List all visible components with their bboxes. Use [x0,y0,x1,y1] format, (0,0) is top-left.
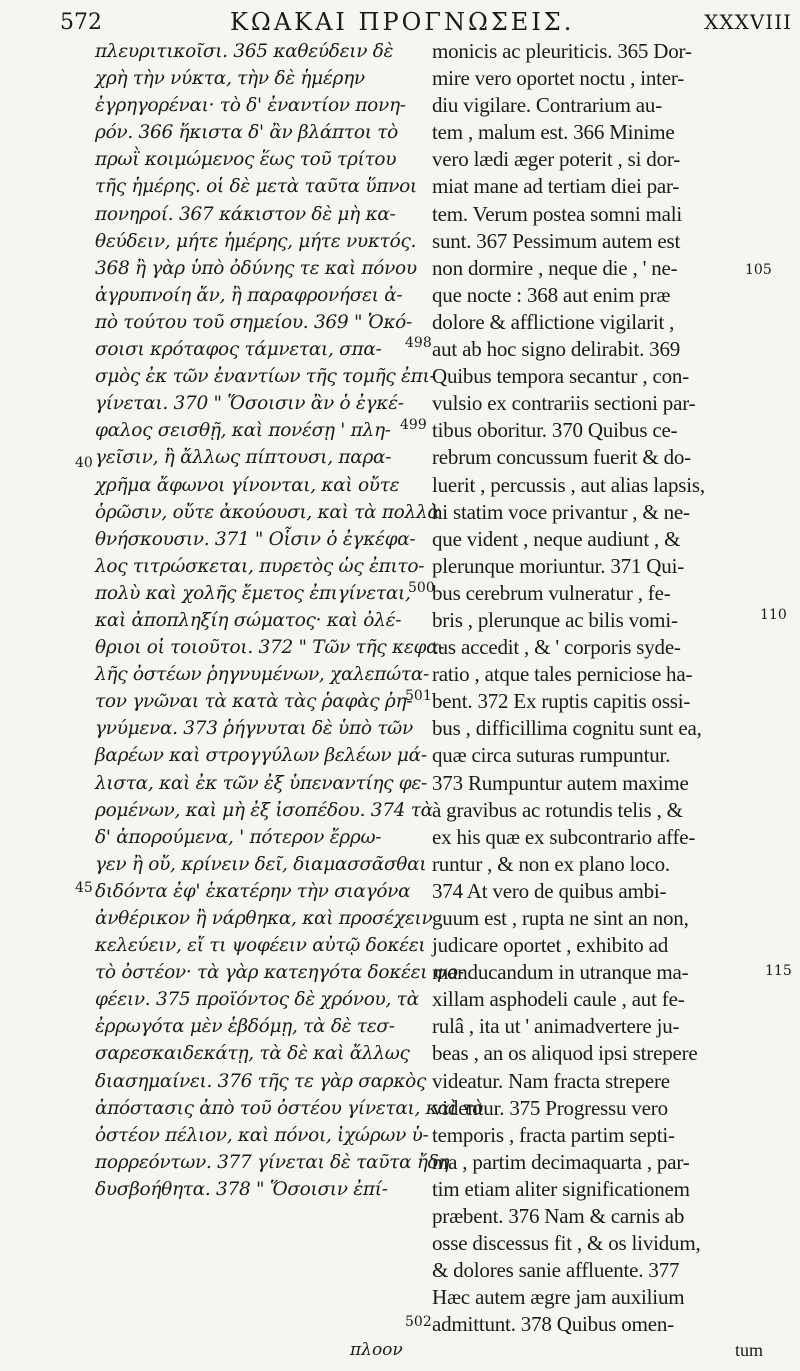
greek-text-line: βαρέων καὶ στρογγύλων βελέων μά- [95,745,427,767]
latin-text-line: rulâ , ita ut ' animadvertere ju- [432,1014,680,1039]
latin-text-line: ratio , atque tales perniciose ha- [432,662,693,687]
latin-text-line: bris , plerunque ac bilis vomi- [432,607,678,632]
latin-text-line: osse discessus fit , & os lividum, [432,1231,701,1256]
latin-text-line: præbent. 376 Nam & carnis ab [432,1204,685,1229]
greek-text-line: γεῖσιν, ἢ ἄλλως πίπτουσι, παρα- [95,447,392,469]
greek-text-line: πρωῒ κοιμώμενος ἕως τοῦ τρίτου [95,149,397,171]
latin-text-line: tem. Verum postea somni mali [432,201,683,226]
latin-text-line: dolore & afflictione vigilarit , [432,309,675,334]
margin-number: 45 [75,880,93,896]
latin-text-line: sunt. 367 Pessimum autem est [432,228,681,253]
latin-text-line: bent. 372 Ex ruptis capitis ossi- [432,689,691,714]
greek-text-line: ρόν. 366 ἥκιστα δ' ἂν βλάπτοι τὸ [95,122,398,144]
greek-text-line: πονηροί. 367 κάκιστον δὲ μὴ κα- [95,203,396,225]
greek-text-line: ἀπόστασις ἀπὸ τοῦ ὀστέου γίνεται, καὶ τὸ [95,1097,483,1119]
greek-text-line: θεύδειν, μήτε ἡμέρης, μήτε νυκτός. [95,230,417,252]
greek-text-line: θνήσκουσιν. 371 " Οἷσιν ὁ ἐγκέφα- [95,528,416,550]
greek-text-line: τον γνῶναι τὰ κατὰ τὰς ῥαφὰς ῥη- [95,691,413,713]
greek-text-column [95,38,483,1203]
page-number: 572 [60,10,102,35]
greek-text-line: ἐγρηγορέναι· τὸ δ' ἐναντίον πονη- [95,95,406,117]
latin-text-line: mire vero oportet noctu , inter- [432,66,685,91]
latin-text-line: tem , malum est. 366 Minime [432,120,675,145]
greek-text-line: χρῆμα ἄφωνοι γίνονται, καὶ οὔτε [95,474,400,496]
margin-number: 499 [400,417,427,433]
latin-text-line: monicis ac pleuriticis. 365 Dor- [432,39,692,63]
greek-text-line: πλευριτικοῖσι. 365 καθεύδειν δὲ [95,41,394,62]
margin-number: 110 [760,607,787,623]
margin-number: 502 [405,1314,432,1330]
greek-text-line: πὸ τούτου τοῦ σημείου. 369 " Ὁκό- [95,311,412,333]
greek-text-line: διασημαίνει. 376 τῆς τε γὰρ σαρκὸς [95,1070,427,1092]
margin-number: 501 [405,688,432,704]
latin-text-line: aut ab hoc signo delirabit. 369 [432,337,681,362]
greek-text-line: λιστα, καὶ ἐκ τῶν ἐξ ὑπεναντίης φε- [95,772,428,794]
greek-text-line: καὶ ἀποπληξίη σώματος· καὶ ὀλέ- [95,609,402,631]
latin-text-line: vulsio ex contrariis sectioni par- [432,391,696,416]
greek-text-line: 368 ἢ γὰρ ὑπὸ ὀδύνης τε καὶ πόνου [95,257,417,279]
margin-number: 115 [765,963,792,979]
latin-text-line: temporis , fracta partim septi- [432,1122,675,1147]
latin-text-line: miat mane ad tertiam diei par- [432,174,680,199]
latin-text-line: non dormire , neque die , ' ne- [432,255,678,280]
greek-text-line: κελεύειν, εἴ τι ψοφέειν αὐτῷ δοκέει [95,935,426,957]
latin-text-line: videatur. Nam fracta strepere [432,1068,670,1093]
latin-text-line: à gravibus ac rotundis telis , & [432,797,683,822]
margin-number: 500 [408,580,435,596]
greek-text-line: τῆς ἡμέρης. οἱ δὲ μετὰ ταῦτα ὕπνοι [95,176,417,198]
greek-text-line: λῆς ὀστέων ῥηγνυμένων, χαλεπώτα- [95,664,429,686]
latin-text-line: tus accedit , & ' corporis syde- [432,635,681,660]
greek-text-line: δ' ἀπορούμενα, ' πότερον ἔρρω- [95,826,382,848]
latin-text-line: diu vigilare. Contrarium au- [432,93,663,118]
latin-text-line: quæ circa suturas rumpuntur. [432,743,671,768]
margin-number: 40 [75,455,93,471]
latin-text-line: ex his quæ ex subcontrario affe- [432,824,696,849]
greek-text-line: πορρεόντων. 377 γίνεται δὲ ταῦτα ἤδη [95,1151,450,1173]
greek-text-line: ρομένων, καὶ μὴ ἐξ ἰσοπέδου. 374 τὰ [95,799,433,821]
latin-text-line: Hæc autem ægre jam auxilium [432,1285,685,1310]
latin-text-line: bus cerebrum vulneratur , fe- [432,580,671,605]
greek-text-line: θριοι οἱ τοιοῦτοι. 372 " Τῶν τῆς κεφα- [95,637,445,659]
greek-text-line: σμὸς ἐκ τῶν ἐναντίων τῆς τομῆς ἐπι- [95,366,436,388]
greek-text-line: πολὺ καὶ χολῆς ἔμετος ἐπιγίνεται, [95,582,411,604]
latin-text-line: videntur. 375 Progressu vero [432,1095,668,1120]
greek-text-line: ὀστέον πέλιον, καὶ πόνοι, ἰχώρων ὑ- [95,1124,429,1146]
margin-number: 498 [405,335,432,351]
latin-catchword: tum [735,1340,764,1360]
latin-text-line: plerunque moriuntur. 371 Qui- [432,553,684,578]
latin-text-line: guum est , rupta ne sint an non, [432,906,689,930]
greek-text-line: γίνεται. 370 " Ὅσοισιν ἂν ὁ ἐγκέ- [95,393,404,415]
greek-text-line: χρὴ τὴν νύκτα, τὴν δὲ ἡμέρην [95,68,365,90]
greek-text-line: γεν ἢ οὔ, κρίνειν δεῖ, διαμασσᾶσθαι [95,853,427,875]
greek-text-line: διδόντα ἐφ' ἑκατέρην τὴν σιαγόνα [95,880,411,902]
greek-text-line: ὁρῶσιν, οὔτε ἀκούουσι, καὶ τὰ πολλὰ [95,501,440,523]
greek-text-line: σαρεσκαιδεκάτῃ, τὰ δὲ καὶ ἄλλως [95,1043,410,1065]
greek-text-line: δυσβοήθητα. 378 " Ὅσοισιν ἐπί- [95,1178,388,1200]
latin-text-column [432,38,770,1339]
latin-text-line: vero lædi æger poterit , si dor- [432,147,681,172]
greek-text-line: ἀνθέρικον ἢ νάρθηκα, καὶ προσέχειν [95,908,433,929]
latin-text-line: 373 Rumpuntur autem maxime [432,770,689,795]
latin-text-line: tibus oboritur. 370 Quibus ce- [432,418,678,443]
greek-text-line: τὸ ὀστέον· τὰ γὰρ κατεηγότα δοκέει ψο- [95,962,464,984]
latin-text-line: xillam asphodeli caule , aut fe- [432,987,685,1012]
latin-text-line: rebrum concussum fuerit & do- [432,445,691,470]
latin-text-line: 374 At vero de quibus ambi- [432,878,667,903]
latin-text-line: runtur , & non ex plano loco. [432,851,670,876]
greek-text-line: γνύμενα. 373 ῥήγνυται δὲ ὑπὸ τῶν [95,718,413,740]
greek-catchword: πλοον [350,1340,403,1360]
section-number: XXXVIII [704,10,792,34]
latin-text-line: Quibus tempora secantur , con- [432,364,690,389]
greek-text-line: σοισι κρόταφος τάμνεται, σπα- [95,339,382,361]
latin-text-line: bus , difficillima cognitu sunt ea, [432,716,702,741]
greek-text-line: ἀγρυπνοίη ἄν, ἢ παραφρονήσει ἀ- [95,284,403,306]
latin-text-line: que vident , neque audiunt , & [432,526,681,551]
latin-text-line: & dolores sanie affluente. 377 [432,1258,680,1283]
latin-text-line: que nocte : 368 aut enim præ [432,282,671,307]
greek-text-line: φέειν. 375 προϊόντος δὲ χρόνου, τὰ [95,989,419,1011]
latin-text-line: ma , partim decimaquarta , par- [432,1149,690,1174]
greek-text-line: φαλος σεισθῇ, καὶ πονέσῃ ' πλη- [95,420,391,442]
latin-text-line: hi statim voce privantur , & ne- [432,499,690,524]
latin-text-line: admittunt. 378 Quibus omen- [432,1312,674,1337]
latin-text-line: beas , an os aliquod ipsi strepere [432,1041,698,1066]
greek-text-line: ἐρρωγότα μὲν ἑβδόμῃ, τὰ δὲ τεσ- [95,1016,395,1038]
latin-text-line: luerit , percussis , aut alias lapsis, [432,472,705,497]
running-title: ΚΩΑΚΑΙ ΠΡΟΓΝΩΣΕΙΣ. [230,8,575,36]
latin-text-line: manducandum in utranque ma- [432,960,689,985]
latin-text-line: tim etiam aliter significationem [432,1176,690,1201]
latin-text-line: judicare oportet , exhibito ad [432,933,669,958]
margin-number: 105 [745,262,772,278]
greek-text-line: λος τιτρώσκεται, πυρετὸς ὡς ἐπιτο- [95,555,425,577]
